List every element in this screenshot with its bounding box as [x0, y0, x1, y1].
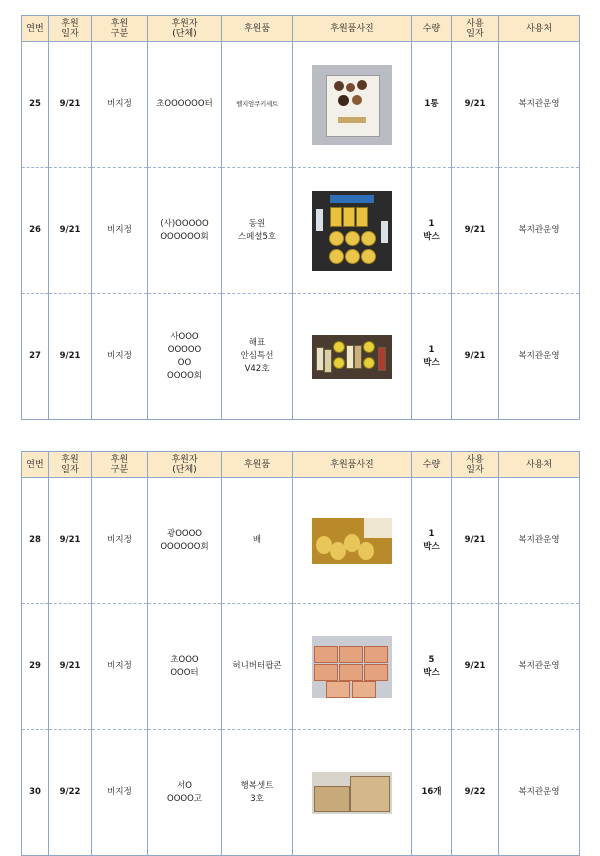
row-useday: 9/22	[452, 730, 499, 856]
donation-table-1	[21, 15, 580, 420]
header-useday: 사용 일자	[452, 452, 499, 478]
row-donor: (사)OOOOO OOOOOO회	[148, 168, 222, 294]
row-date: 9/21	[49, 168, 92, 294]
popcorn-boxes-photo	[312, 636, 392, 698]
row-qty: 1 박스	[412, 478, 452, 604]
row-type: 비지정	[92, 604, 148, 730]
header-useday: 사용 일자	[452, 16, 499, 42]
header-date: 후원 일자	[49, 452, 92, 478]
table-row	[22, 42, 580, 168]
header-type: 후원 구분	[92, 16, 148, 42]
row-num: 27	[22, 294, 49, 420]
row-type: 비지정	[92, 294, 148, 420]
header-qty: 수량	[412, 452, 452, 478]
table-row	[22, 478, 580, 604]
row-num: 30	[22, 730, 49, 856]
row-date: 9/21	[49, 42, 92, 168]
row-item: 배	[222, 478, 293, 604]
row-photo	[293, 478, 412, 604]
row-qty: 1통	[412, 42, 452, 168]
pear-box-photo	[312, 518, 392, 564]
row-donor: 사OOO OOOOO OO OOOO회	[148, 294, 222, 420]
row-photo	[293, 42, 412, 168]
row-num: 29	[22, 604, 49, 730]
header-row	[22, 16, 580, 42]
row-usedby: 복지관운영	[499, 168, 580, 294]
row-date: 9/22	[49, 730, 92, 856]
row-photo	[293, 604, 412, 730]
row-qty: 1 박스	[412, 294, 452, 420]
row-photo	[293, 294, 412, 420]
row-usedby: 복지관운영	[499, 294, 580, 420]
row-type: 비지정	[92, 168, 148, 294]
header-usedby: 사용처	[499, 16, 580, 42]
row-donor: 서O OOOO고	[148, 730, 222, 856]
header-item: 후원품	[222, 16, 293, 42]
row-photo	[293, 730, 412, 856]
row-item: 허니버터팝콘	[222, 604, 293, 730]
cookie-gift-photo	[312, 65, 392, 145]
table-row	[22, 604, 580, 730]
header-qty: 수량	[412, 16, 452, 42]
row-date: 9/21	[49, 478, 92, 604]
header-donor: 후원자 (단체)	[148, 16, 222, 42]
row-date: 9/21	[49, 294, 92, 420]
row-date: 9/21	[49, 604, 92, 730]
header-usedby: 사용처	[499, 452, 580, 478]
row-qty: 5 박스	[412, 604, 452, 730]
table-row	[22, 294, 580, 420]
row-donor: 광OOOO OOOOOO회	[148, 478, 222, 604]
row-num: 26	[22, 168, 49, 294]
row-type: 비지정	[92, 42, 148, 168]
row-usedby: 복지관운영	[499, 604, 580, 730]
row-num: 25	[22, 42, 49, 168]
header-photo: 후원품사진	[293, 16, 412, 42]
header-type: 후원 구분	[92, 452, 148, 478]
header-num: 연번	[22, 452, 49, 478]
donation-table-2	[21, 451, 580, 856]
row-item: 벨지엄쿠키세트	[222, 42, 293, 168]
row-usedby: 복지관운영	[499, 42, 580, 168]
row-item: 행복셋트 3호	[222, 730, 293, 856]
row-useday: 9/21	[452, 478, 499, 604]
row-type: 비지정	[92, 478, 148, 604]
row-useday: 9/21	[452, 604, 499, 730]
row-useday: 9/21	[452, 168, 499, 294]
table-row	[22, 168, 580, 294]
header-photo: 후원품사진	[293, 452, 412, 478]
row-num: 28	[22, 478, 49, 604]
row-useday: 9/21	[452, 42, 499, 168]
row-useday: 9/21	[452, 294, 499, 420]
row-photo	[293, 168, 412, 294]
header-date: 후원 일자	[49, 16, 92, 42]
header-num: 연번	[22, 16, 49, 42]
dongwon-gift-set-photo	[312, 191, 392, 271]
gift-cartons-photo	[312, 772, 392, 814]
row-usedby: 복지관운영	[499, 730, 580, 856]
table-row	[22, 730, 580, 856]
haepyo-gift-set-photo	[312, 335, 392, 379]
header-donor: 후원자 (단체)	[148, 452, 222, 478]
row-type: 비지정	[92, 730, 148, 856]
row-qty: 16개	[412, 730, 452, 856]
header-item: 후원품	[222, 452, 293, 478]
header-row	[22, 452, 580, 478]
row-qty: 1 박스	[412, 168, 452, 294]
row-donor: 초OOO OOO터	[148, 604, 222, 730]
row-item: 동원 스페셜5호	[222, 168, 293, 294]
row-item: 해표 안심특선 V42호	[222, 294, 293, 420]
row-donor: 초OOOOOO터	[148, 42, 222, 168]
row-usedby: 복지관운영	[499, 478, 580, 604]
